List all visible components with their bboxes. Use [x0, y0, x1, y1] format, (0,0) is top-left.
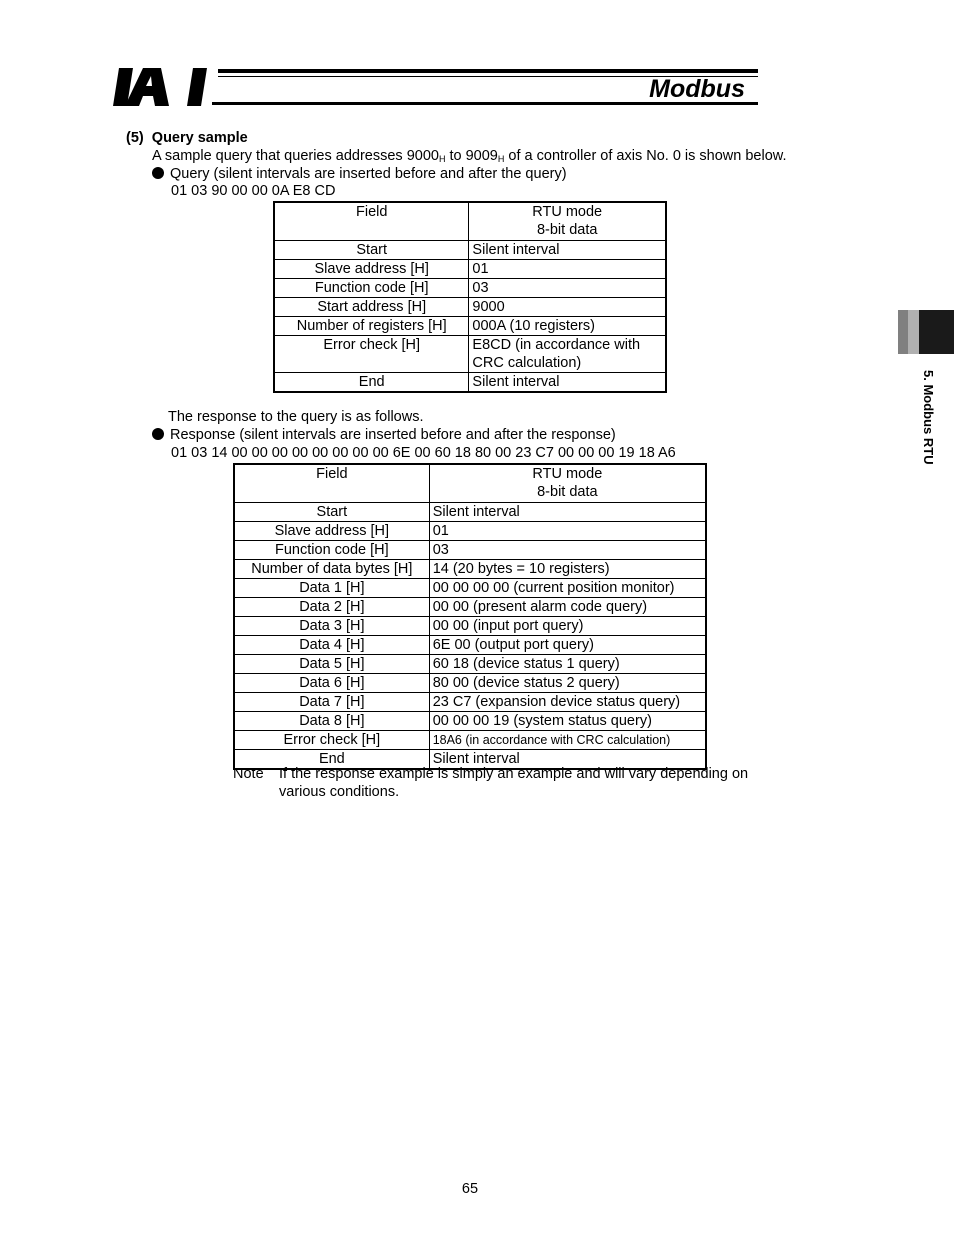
value-cell: Silent interval	[469, 373, 666, 393]
header-field: Field	[274, 202, 469, 241]
intro-subscript-2: H	[497, 154, 505, 164]
note-text-line1: If the response example is simply an example and will vary depending on	[279, 766, 749, 782]
value-cell: 23 C7 (expansion device status query)	[429, 693, 706, 712]
header-mode-line1: RTU mode	[532, 466, 603, 482]
intro-text-2: to 9009	[445, 148, 498, 164]
response-lead: The response to the query is as follows.	[168, 409, 424, 425]
header-mode-line1: RTU mode	[532, 204, 603, 220]
table-row	[274, 317, 666, 336]
value-cell: 03	[429, 541, 706, 560]
response-bullet	[152, 426, 616, 444]
field-cell: Data 3 [H]	[234, 617, 429, 636]
table-row	[234, 655, 706, 674]
field-cell: Data 1 [H]	[234, 579, 429, 598]
table-row	[234, 541, 706, 560]
iai-logo	[113, 68, 211, 111]
field-cell: Data 5 [H]	[234, 655, 429, 674]
value-cell: 01	[469, 260, 666, 279]
value-cell	[469, 336, 666, 373]
value-cell: 00 00 00 00 (current position monitor)	[429, 579, 706, 598]
field-cell: Function code [H]	[234, 541, 429, 560]
intro-text-3: of a controller of axis No. 0 is shown below.	[504, 148, 787, 164]
header-mode-line2: 8-bit data	[536, 222, 598, 238]
value-cell: 80 00 (device status 2 query)	[429, 674, 706, 693]
header-title: Modbus	[649, 75, 745, 103]
query-table	[273, 201, 667, 393]
value-cell: Silent interval	[429, 503, 706, 522]
note-text-line2: various conditions.	[279, 784, 400, 800]
side-tab-black	[919, 310, 954, 354]
table-row	[274, 298, 666, 317]
table-row	[274, 279, 666, 298]
value-cell: 00 00 (input port query)	[429, 617, 706, 636]
section-intro	[152, 147, 786, 165]
table-row	[234, 579, 706, 598]
query-bytes: 01 03 90 00 00 0A E8 CD	[171, 183, 336, 199]
table-row	[234, 693, 706, 712]
value-cell: 14 (20 bytes = 10 registers)	[429, 560, 706, 579]
field-cell: End	[274, 373, 469, 393]
value-cell: 03	[469, 279, 666, 298]
table-row	[234, 598, 706, 617]
query-bullet	[152, 165, 567, 183]
table-row	[274, 260, 666, 279]
value-cell: Silent interval	[429, 750, 706, 770]
response-table	[233, 463, 707, 770]
query-bullet-text: Query (silent intervals are inserted before and after the query)	[170, 166, 567, 182]
field-cell: Start address [H]	[274, 298, 469, 317]
table-row	[234, 503, 706, 522]
table-row	[234, 560, 706, 579]
table-row	[234, 674, 706, 693]
field-cell: Number of registers [H]	[274, 317, 469, 336]
query-table-header	[274, 202, 666, 241]
response-table-header	[234, 464, 706, 503]
field-cell: Start	[234, 503, 429, 522]
table-row	[274, 373, 666, 393]
intro-text-1: A sample query that queries addresses 9000	[152, 148, 439, 164]
intro-subscript-1: H	[438, 154, 446, 164]
field-cell: Data 4 [H]	[234, 636, 429, 655]
response-bytes: 01 03 14 00 00 00 00 00 00 00 00 6E 00 60 18 80 00 23 C7 00 00 00 19 18 A6	[171, 445, 676, 461]
value-cell: 18A6 (in accordance with CRC calculation)	[429, 731, 706, 750]
table-row	[274, 336, 666, 373]
field-cell: End	[234, 750, 429, 770]
value-cell: 6E 00 (output port query)	[429, 636, 706, 655]
bullet-icon	[152, 428, 164, 440]
table-row	[234, 731, 706, 750]
table-row	[274, 241, 666, 260]
header-rule-top	[218, 69, 758, 73]
field-cell: Slave address [H]	[234, 522, 429, 541]
section-heading	[126, 129, 248, 147]
note-label: Note	[233, 766, 264, 782]
section-title: Query sample	[151, 130, 248, 146]
value-line1: E8CD (in accordance with	[472, 337, 641, 353]
field-cell: Error check [H]	[234, 731, 429, 750]
side-tab-lightgrey	[908, 310, 919, 354]
page-number: 65	[461, 1181, 479, 1197]
field-cell: Data 8 [H]	[234, 712, 429, 731]
header-field: Field	[234, 464, 429, 503]
header-mode-line2: 8-bit data	[537, 484, 598, 500]
table-row	[234, 636, 706, 655]
bullet-icon	[152, 167, 164, 179]
value-cell: 9000	[469, 298, 666, 317]
field-cell: Data 6 [H]	[234, 674, 429, 693]
value-cell: 00 00 00 19 (system status query)	[429, 712, 706, 731]
value-cell: 000A (10 registers)	[469, 317, 666, 336]
value-line2: CRC calculation)	[472, 355, 582, 371]
field-cell: Function code [H]	[274, 279, 469, 298]
response-bullet-text: Response (silent intervals are inserted before and after the response)	[170, 427, 616, 443]
table-row	[234, 617, 706, 636]
field-cell: Slave address [H]	[274, 260, 469, 279]
field-cell: Data 2 [H]	[234, 598, 429, 617]
table-row	[234, 712, 706, 731]
field-cell: Data 7 [H]	[234, 693, 429, 712]
side-tab-label: 5. Modbus RTU	[921, 370, 936, 465]
field-cell: Start	[274, 241, 469, 260]
value-cell: 01	[429, 522, 706, 541]
field-cell: Error check [H]	[274, 336, 469, 373]
header-mode	[469, 202, 666, 241]
table-row	[234, 522, 706, 541]
field-cell: Number of data bytes [H]	[234, 560, 429, 579]
value-cell: 60 18 (device status 1 query)	[429, 655, 706, 674]
side-tab-grey	[898, 310, 908, 354]
section-number: (5)	[126, 130, 144, 146]
header-mode	[429, 464, 706, 503]
value-cell: Silent interval	[469, 241, 666, 260]
value-cell: 00 00 (present alarm code query)	[429, 598, 706, 617]
